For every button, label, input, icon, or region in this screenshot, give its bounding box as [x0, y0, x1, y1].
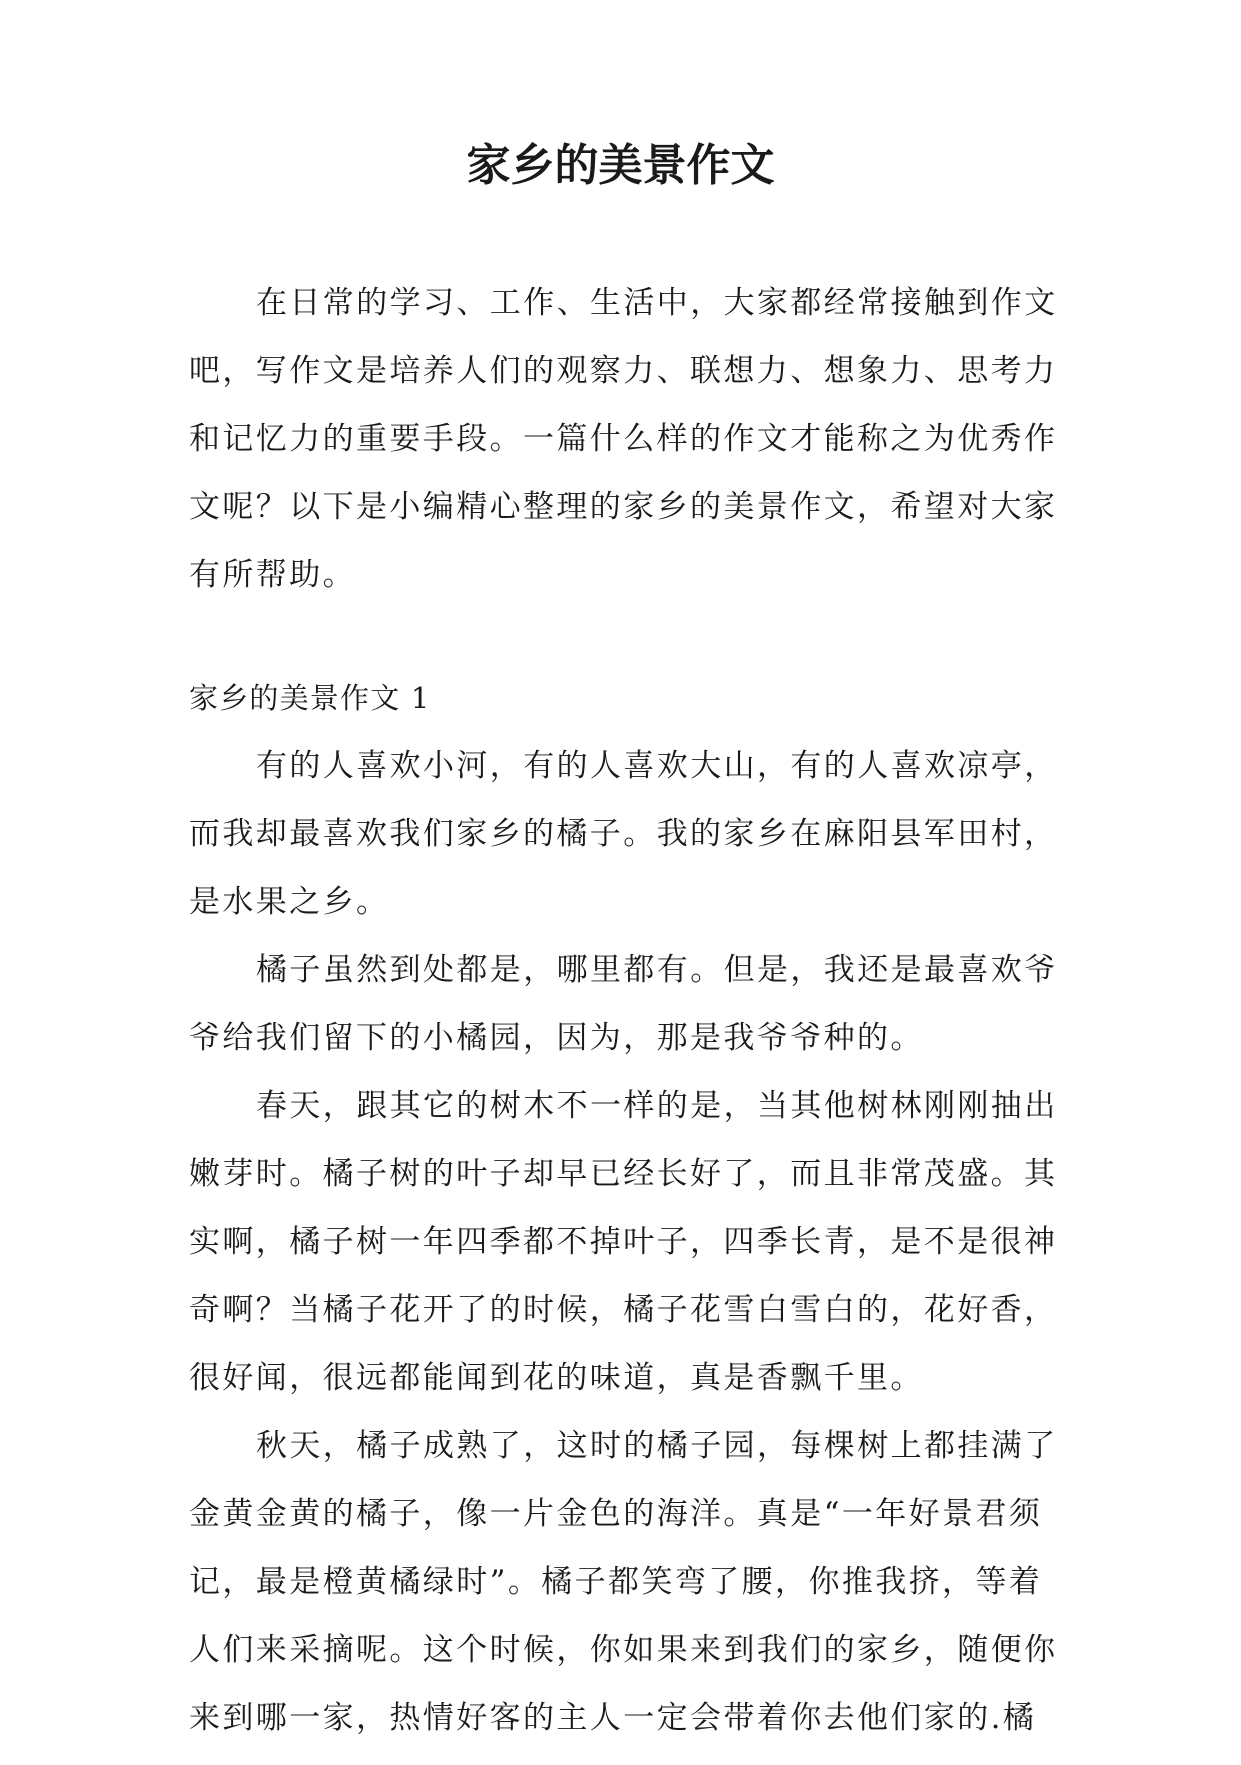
section-heading: 家乡的美景作文 1	[189, 681, 431, 715]
document-title: 家乡的美景作文	[466, 140, 775, 191]
intro-line: 和记忆力的重要手段。一篇什么样的作文才能称之为优秀作	[189, 421, 1058, 457]
body-line: 金黄金黄的橘子，像一片金色的海洋。真是“一年好景君须	[189, 1496, 1043, 1532]
body-line: 橘子虽然到处都是，哪里都有。但是，我还是最喜欢爷	[256, 952, 1058, 988]
body-line: 人们来采摘呢。这个时候，你如果来到我们的家乡，随便你	[189, 1632, 1058, 1668]
paragraph-gap	[189, 622, 1049, 677]
body-line: 爷给我们留下的小橘园，因为，那是我爷爷种的。	[189, 1020, 924, 1056]
intro-line: 吧，写作文是培养人们的观察力、联想力、想象力、思考力	[189, 353, 1058, 389]
body-line: 奇啊？当橘子花开了的时候，橘子花雪白雪白的，花好香，	[189, 1292, 1058, 1328]
body-line: 很好闻，很远都能闻到花的味道，真是香飘千里。	[189, 1360, 924, 1396]
intro-line: 有所帮助。	[189, 557, 356, 593]
intro-line: 在日常的学习、工作、生活中，大家都经常接触到作文	[256, 285, 1058, 321]
body-line: 实啊，橘子树一年四季都不掉叶子，四季长青，是不是很神	[189, 1224, 1058, 1260]
body-line: 有的人喜欢小河，有的人喜欢大山，有的人喜欢凉亭，	[256, 748, 1058, 784]
intro-line: 文呢？以下是小编精心整理的家乡的美景作文，希望对大家	[189, 489, 1058, 525]
document-body	[189, 282, 1058, 1765]
body-line: 是水果之乡。	[189, 884, 390, 920]
body-line: 而我却最喜欢我们家乡的橘子。我的家乡在麻阳县军田村，	[189, 816, 1058, 852]
body-line: 来到哪一家，热情好客的主人一定会带着你去他们家的.橘	[189, 1700, 1037, 1736]
body-line: 春天，跟其它的树木不一样的是，当其他树林刚刚抽出	[256, 1088, 1058, 1124]
body-line: 秋天，橘子成熟了，这时的橘子园，每棵树上都挂满了	[256, 1428, 1058, 1464]
body-line: 记，最是橙黄橘绿时”。橘子都笑弯了腰，你推我挤，等着	[189, 1564, 1043, 1600]
body-line: 嫩芽时。橘子树的叶子却早已经长好了，而且非常茂盛。其	[189, 1156, 1058, 1192]
